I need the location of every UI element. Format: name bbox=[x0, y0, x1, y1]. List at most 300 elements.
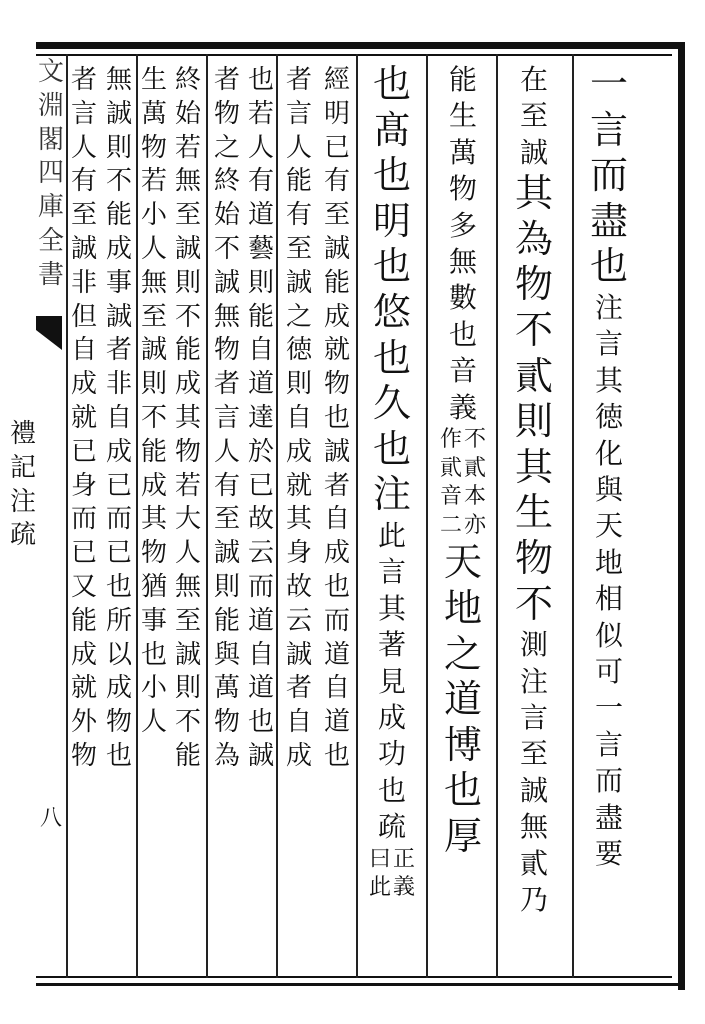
glyph: 誠 bbox=[285, 267, 312, 298]
glyph: 而 bbox=[247, 571, 274, 602]
glyph: 也 bbox=[372, 244, 411, 289]
glyph: 生 bbox=[140, 65, 167, 95]
commentary-text bbox=[106, 64, 132, 774]
glyph: 物 bbox=[213, 335, 240, 366]
glyph: 無 bbox=[519, 810, 548, 844]
right-border bbox=[678, 42, 685, 990]
glyph: 小 bbox=[140, 200, 167, 231]
glyph: 貳 bbox=[514, 353, 553, 398]
glyph: 不 bbox=[174, 301, 201, 332]
glyph: 能 bbox=[213, 605, 240, 636]
glyph: 注 bbox=[594, 290, 623, 324]
glyph: 物 bbox=[514, 535, 553, 580]
glyph: 成 bbox=[285, 740, 312, 771]
glyph: 言 bbox=[594, 727, 623, 761]
glyph: 無 bbox=[448, 245, 477, 279]
glyph: 地 bbox=[443, 586, 482, 631]
glyph: 始 bbox=[213, 200, 240, 231]
glyph: 自 bbox=[105, 402, 132, 433]
glyph: 所 bbox=[105, 605, 132, 636]
glyph: 其 bbox=[594, 363, 623, 397]
glyph: 本 bbox=[464, 484, 487, 510]
glyph: 之 bbox=[285, 301, 312, 332]
glyph: 數 bbox=[448, 281, 477, 315]
glyph: 有 bbox=[285, 200, 312, 231]
glyph: 注 bbox=[372, 472, 411, 517]
glyph: 物 bbox=[448, 172, 477, 206]
glyph: 能 bbox=[247, 301, 274, 332]
glyph: 有 bbox=[213, 470, 240, 501]
glyph: 而 bbox=[70, 504, 97, 535]
glyph: 之 bbox=[213, 132, 240, 163]
glyph: 其 bbox=[514, 171, 553, 216]
column-rule bbox=[572, 54, 574, 978]
glyph: 言 bbox=[213, 402, 240, 433]
glyph: 明 bbox=[323, 98, 350, 129]
glyph: 已 bbox=[70, 436, 97, 467]
glyph: 已 bbox=[105, 538, 132, 569]
glyph: 有 bbox=[70, 166, 97, 197]
glyph: 故 bbox=[285, 571, 312, 602]
glyph: 注 bbox=[10, 486, 37, 517]
glyph: 化 bbox=[594, 436, 623, 470]
glyph: 道 bbox=[247, 369, 274, 400]
text-column-12 bbox=[66, 64, 102, 774]
glyph: 於 bbox=[247, 436, 274, 467]
glyph: 明 bbox=[372, 198, 411, 243]
glyph: 其 bbox=[140, 504, 167, 535]
glyph: 身 bbox=[285, 538, 312, 569]
glyph: 乃 bbox=[519, 883, 548, 916]
glyph: 成 bbox=[140, 470, 167, 501]
glyph: 成 bbox=[70, 369, 97, 400]
glyph: 非 bbox=[70, 267, 97, 298]
page-number: 八 bbox=[40, 806, 63, 831]
glyph: 與 bbox=[213, 639, 240, 670]
glyph: 則 bbox=[105, 132, 132, 163]
glyph: 則 bbox=[285, 369, 312, 400]
glyph: 誠 bbox=[285, 639, 312, 670]
glyph: 就 bbox=[323, 335, 350, 366]
glyph: 至 bbox=[323, 200, 350, 231]
glyph: 義 bbox=[448, 390, 477, 424]
glyph: 道 bbox=[247, 200, 274, 231]
glyph: 至 bbox=[213, 504, 240, 535]
glyph: 盡 bbox=[589, 198, 628, 243]
glyph: 天 bbox=[594, 509, 623, 543]
glyph: 物 bbox=[323, 369, 350, 400]
glyph: 物 bbox=[213, 98, 240, 129]
glyph: 也 bbox=[323, 740, 350, 771]
glyph: 故 bbox=[247, 504, 274, 535]
glyph: 者 bbox=[323, 470, 350, 501]
glyph: 者 bbox=[105, 335, 132, 366]
column-rule bbox=[426, 54, 428, 978]
glyph: 不 bbox=[514, 581, 553, 626]
commentary-text bbox=[286, 64, 312, 774]
glyph: 能 bbox=[323, 267, 350, 298]
glyph: 則 bbox=[213, 571, 240, 602]
glyph: 者 bbox=[285, 673, 312, 704]
glyph: 道 bbox=[247, 605, 274, 636]
glyph: 其 bbox=[285, 504, 312, 535]
glyph: 而 bbox=[105, 504, 132, 535]
glyph: 也 bbox=[377, 773, 406, 807]
volume-title bbox=[36, 56, 66, 293]
glyph: 人 bbox=[213, 436, 240, 467]
commentary-text bbox=[175, 64, 201, 774]
glyph: 誠 bbox=[174, 233, 201, 264]
glyph: 天 bbox=[443, 540, 482, 585]
glyph: 測 bbox=[519, 628, 548, 662]
glyph: 髙 bbox=[372, 107, 411, 152]
glyph: 也 bbox=[323, 571, 350, 602]
glyph: 自 bbox=[285, 402, 312, 433]
text-column-3 bbox=[438, 62, 488, 860]
glyph: 義 bbox=[393, 875, 416, 901]
glyph: 作 bbox=[439, 427, 462, 453]
glyph: 有 bbox=[247, 166, 274, 197]
glyph: 自 bbox=[247, 335, 274, 366]
commentary-text bbox=[141, 64, 167, 740]
glyph: 則 bbox=[247, 267, 274, 298]
glyph: 達 bbox=[247, 402, 274, 433]
glyph: 與 bbox=[594, 473, 623, 506]
glyph: 不 bbox=[105, 166, 132, 197]
glyph: 成 bbox=[70, 639, 97, 670]
glyph: 也 bbox=[247, 707, 274, 738]
glyph: 記 bbox=[10, 452, 37, 483]
glyph: 至 bbox=[140, 301, 167, 332]
glyph: 其 bbox=[377, 591, 406, 625]
glyph: 物 bbox=[70, 740, 97, 771]
glyph: 不 bbox=[464, 427, 487, 453]
glyph: 人 bbox=[247, 132, 274, 163]
glyph: 已 bbox=[105, 470, 132, 501]
glyph: 至 bbox=[285, 233, 312, 264]
glyph: 言 bbox=[594, 327, 623, 361]
glyph: 也 bbox=[105, 740, 132, 771]
glyph: 萬 bbox=[213, 673, 240, 704]
glyph: 閣 bbox=[37, 124, 64, 155]
glyph: 似 bbox=[594, 618, 623, 652]
glyph: 小 bbox=[140, 673, 167, 704]
glyph: 成 bbox=[105, 673, 132, 704]
glyph: 成 bbox=[174, 369, 201, 400]
glyph: 人 bbox=[70, 132, 97, 163]
glyph: 能 bbox=[105, 200, 132, 231]
main-text bbox=[449, 62, 477, 426]
glyph: 淵 bbox=[37, 90, 64, 121]
glyph: 但 bbox=[70, 301, 97, 332]
glyph: 至 bbox=[174, 200, 201, 231]
glyph: 疏 bbox=[10, 520, 37, 551]
glyph: 言 bbox=[377, 555, 406, 589]
glyph: 不 bbox=[140, 402, 167, 433]
glyph: 終 bbox=[174, 65, 201, 95]
glyph: 見 bbox=[377, 664, 406, 698]
glyph: 人 bbox=[285, 132, 312, 163]
glyph: 無 bbox=[174, 166, 201, 197]
glyph: 成 bbox=[105, 436, 132, 467]
commentary-text bbox=[324, 64, 350, 774]
glyph: 能 bbox=[174, 335, 201, 366]
glyph: 一 bbox=[589, 62, 628, 106]
glyph: 誠 bbox=[323, 436, 350, 467]
text-column-9 bbox=[170, 64, 206, 774]
note-line bbox=[369, 846, 391, 903]
glyph: 若 bbox=[247, 98, 274, 129]
glyph: 能 bbox=[174, 740, 201, 771]
glyph: 者 bbox=[213, 369, 240, 400]
glyph: 也 bbox=[372, 335, 411, 380]
glyph: 其 bbox=[174, 402, 201, 433]
glyph: 則 bbox=[514, 399, 553, 444]
text-column-1 bbox=[584, 62, 634, 872]
glyph: 能 bbox=[448, 63, 477, 96]
glyph: 也 bbox=[372, 426, 411, 471]
glyph: 道 bbox=[247, 673, 274, 704]
glyph: 音 bbox=[448, 354, 477, 388]
glyph: 言 bbox=[70, 98, 97, 129]
glyph: 誠 bbox=[105, 98, 132, 129]
glyph: 者 bbox=[70, 65, 97, 95]
glyph: 也 bbox=[140, 639, 167, 670]
glyph: 有 bbox=[323, 166, 350, 197]
note-line bbox=[393, 846, 415, 903]
glyph: 大 bbox=[174, 504, 201, 535]
bottom-border bbox=[36, 983, 685, 986]
glyph: 曰 bbox=[368, 846, 391, 872]
glyph: 成 bbox=[285, 436, 312, 467]
glyph: 徳 bbox=[594, 400, 623, 434]
glyph: 人 bbox=[174, 538, 201, 569]
glyph: 文 bbox=[37, 57, 64, 87]
glyph: 正 bbox=[393, 846, 416, 872]
glyph: 禮 bbox=[10, 419, 37, 449]
glyph: 音 bbox=[439, 484, 462, 510]
glyph: 久 bbox=[372, 381, 411, 426]
fish-tail-mark bbox=[36, 316, 62, 350]
glyph: 誠 bbox=[213, 538, 240, 569]
glyph: 誠 bbox=[519, 773, 548, 807]
glyph: 至 bbox=[519, 99, 548, 133]
glyph: 為 bbox=[514, 216, 553, 261]
text-column-7 bbox=[246, 64, 276, 774]
glyph: 外 bbox=[70, 707, 97, 738]
glyph: 物 bbox=[140, 538, 167, 569]
glyph: 注 bbox=[519, 664, 548, 698]
glyph: 也 bbox=[105, 571, 132, 602]
glyph: 貳 bbox=[464, 455, 487, 481]
glyph: 至 bbox=[70, 200, 97, 231]
glyph: 能 bbox=[70, 605, 97, 636]
glyph: 厚 bbox=[443, 814, 482, 858]
inner-bottom-rule bbox=[36, 976, 672, 978]
glyph: 而 bbox=[589, 153, 628, 198]
commentary-text bbox=[248, 64, 274, 774]
text-column-10 bbox=[138, 64, 170, 740]
glyph: 無 bbox=[105, 65, 132, 95]
glyph: 能 bbox=[140, 436, 167, 467]
glyph: 至 bbox=[174, 605, 201, 636]
glyph: 若 bbox=[140, 166, 167, 197]
glyph: 之 bbox=[443, 631, 482, 676]
glyph: 不 bbox=[213, 233, 240, 264]
glyph: 猶 bbox=[140, 571, 167, 602]
glyph: 亦 bbox=[464, 512, 487, 538]
glyph: 言 bbox=[285, 98, 312, 129]
text-column-11 bbox=[102, 64, 136, 774]
glyph: 始 bbox=[174, 98, 201, 129]
book-name bbox=[10, 418, 36, 553]
text-column-2 bbox=[509, 62, 559, 918]
text-column-4 bbox=[366, 62, 418, 903]
glyph: 貮 bbox=[439, 455, 462, 481]
glyph: 誠 bbox=[70, 233, 97, 264]
main-text bbox=[590, 62, 628, 872]
glyph: 盡 bbox=[594, 800, 623, 834]
glyph: 道 bbox=[323, 707, 350, 738]
glyph: 云 bbox=[247, 538, 274, 569]
glyph: 書 bbox=[37, 259, 64, 290]
main-text bbox=[515, 62, 553, 918]
glyph: 也 bbox=[372, 62, 411, 106]
column-rule bbox=[356, 54, 358, 978]
glyph: 自 bbox=[70, 335, 97, 366]
main-text bbox=[373, 62, 411, 846]
glyph: 也 bbox=[247, 65, 274, 95]
glyph: 也 bbox=[323, 402, 350, 433]
glyph: 物 bbox=[140, 132, 167, 163]
glyph: 就 bbox=[70, 673, 97, 704]
glyph: 自 bbox=[247, 639, 274, 670]
glyph: 者 bbox=[213, 65, 240, 95]
glyph: 其 bbox=[514, 444, 553, 489]
glyph: 就 bbox=[70, 402, 97, 433]
inner-top-rule bbox=[36, 54, 672, 56]
column-rule bbox=[276, 54, 278, 978]
glyph: 誠 bbox=[140, 335, 167, 366]
note-line bbox=[440, 426, 462, 540]
glyph: 能 bbox=[285, 166, 312, 197]
glyph: 不 bbox=[514, 308, 553, 352]
glyph: 物 bbox=[514, 262, 553, 307]
glyph: 人 bbox=[140, 233, 167, 264]
glyph: 物 bbox=[105, 707, 132, 738]
glyph: 一 bbox=[594, 691, 623, 725]
glyph: 無 bbox=[174, 571, 201, 602]
column-rule bbox=[496, 54, 498, 978]
glyph: 身 bbox=[70, 470, 97, 501]
main-text bbox=[444, 540, 482, 859]
glyph: 道 bbox=[323, 639, 350, 670]
glyph: 多 bbox=[448, 208, 477, 242]
glyph: 則 bbox=[174, 267, 201, 298]
glyph: 成 bbox=[323, 301, 350, 332]
double-line-note bbox=[440, 426, 486, 540]
glyph: 事 bbox=[140, 605, 167, 636]
glyph: 生 bbox=[514, 490, 553, 535]
glyph: 也 bbox=[443, 768, 482, 813]
glyph: 此 bbox=[377, 518, 406, 552]
text-column-6 bbox=[280, 64, 318, 774]
glyph: 藝 bbox=[247, 233, 274, 264]
glyph: 成 bbox=[105, 233, 132, 264]
glyph: 在 bbox=[519, 63, 548, 96]
text-column-5 bbox=[318, 64, 356, 774]
top-border bbox=[36, 42, 685, 49]
glyph: 無 bbox=[213, 301, 240, 332]
glyph: 又 bbox=[70, 571, 97, 602]
glyph: 而 bbox=[594, 764, 623, 798]
glyph: 萬 bbox=[448, 135, 477, 169]
glyph: 已 bbox=[70, 538, 97, 569]
glyph: 自 bbox=[285, 707, 312, 738]
glyph: 終 bbox=[213, 166, 240, 197]
glyph: 二 bbox=[439, 512, 462, 538]
glyph: 悠 bbox=[372, 289, 411, 334]
glyph: 誠 bbox=[323, 233, 350, 264]
glyph: 徳 bbox=[285, 335, 312, 366]
glyph: 若 bbox=[174, 470, 201, 501]
glyph: 為 bbox=[213, 740, 240, 771]
glyph: 非 bbox=[105, 369, 132, 400]
glyph: 就 bbox=[285, 470, 312, 501]
glyph: 云 bbox=[285, 605, 312, 636]
glyph: 若 bbox=[174, 132, 201, 163]
glyph: 成 bbox=[377, 700, 406, 734]
glyph: 相 bbox=[594, 582, 623, 616]
glyph: 不 bbox=[174, 707, 201, 738]
double-line-note bbox=[369, 846, 415, 903]
glyph: 已 bbox=[323, 132, 350, 163]
glyph: 此 bbox=[368, 875, 391, 901]
glyph: 誠 bbox=[105, 301, 132, 332]
glyph: 物 bbox=[174, 436, 201, 467]
glyph: 物 bbox=[213, 707, 240, 738]
glyph: 誠 bbox=[519, 135, 548, 169]
glyph: 全 bbox=[37, 225, 64, 256]
glyph: 四 bbox=[37, 158, 64, 189]
glyph: 而 bbox=[323, 605, 350, 636]
glyph: 誠 bbox=[213, 267, 240, 298]
glyph: 可 bbox=[594, 655, 623, 689]
glyph: 生 bbox=[448, 99, 477, 133]
glyph: 人 bbox=[140, 707, 167, 738]
glyph: 至 bbox=[519, 737, 548, 771]
glyph: 自 bbox=[323, 673, 350, 704]
glyph: 誠 bbox=[247, 740, 274, 771]
glyph: 則 bbox=[174, 673, 201, 704]
text-column-8 bbox=[208, 64, 246, 774]
glyph: 者 bbox=[285, 65, 312, 95]
glyph: 庫 bbox=[37, 192, 64, 223]
glyph: 萬 bbox=[140, 98, 167, 129]
glyph: 事 bbox=[105, 267, 132, 298]
glyph: 經 bbox=[323, 65, 350, 95]
glyph: 博 bbox=[443, 722, 482, 767]
glyph: 貳 bbox=[519, 846, 548, 880]
glyph: 成 bbox=[323, 538, 350, 569]
glyph: 言 bbox=[589, 107, 628, 152]
note-line bbox=[464, 426, 486, 540]
glyph: 自 bbox=[323, 504, 350, 535]
glyph: 地 bbox=[594, 545, 623, 579]
glyph: 功 bbox=[377, 737, 406, 771]
commentary-text bbox=[71, 64, 97, 774]
glyph: 道 bbox=[443, 677, 482, 722]
